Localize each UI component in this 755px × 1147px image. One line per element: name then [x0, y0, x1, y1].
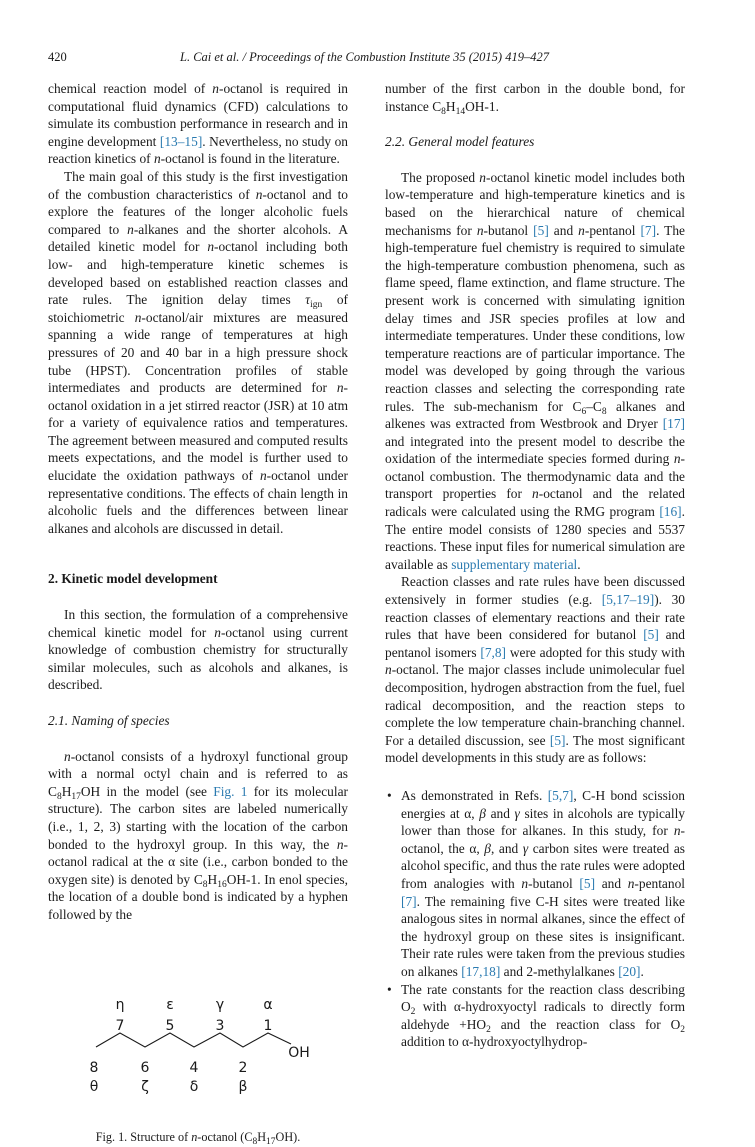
carbon-number-3: 3 [215, 1017, 225, 1034]
list-item: • As demonstrated in Refs. [5,7], C-H bond scission energies at α, β and γ sites in alcohols are typically lower than those for alkanes. In this study, for n-octanol, the α, β, and γ carbon sites were treated as alcohol specific, and thus the rate rules were adopted from analogies with n-butanol [5] and n-pentanol [7]. The remaining five C-H sites were treated like analogous sites in normal alkanes, since the effect of the hydroxyl group on these sites is insignificant. Their rate rules were taken from the previous studies on alkanes [17,18] and 2-methylalkanes [20]. [387, 787, 685, 979]
citation-link[interactable]: [5,7] [547, 787, 574, 803]
carbon-chain-bonds [96, 1033, 291, 1047]
bullet-icon: • [387, 787, 392, 803]
citation-link[interactable]: [5] [643, 627, 659, 643]
molecule-figure [48, 944, 348, 1129]
citation-link[interactable]: [5] [549, 732, 566, 748]
carbon-number-8: 8 [89, 1059, 99, 1076]
citation-link[interactable]: [17] [662, 416, 685, 432]
greek-label-gamma: γ [215, 996, 225, 1013]
paragraph: n-octanol consists of a hydroxyl functional group with a normal octyl chain and is referred to as $C_8H_{17}OH$ in the model (see Fig. 1 for its molecular structure). The carbon sites are labeled numerically (i.e., 1, 2, 3) starting with the location of the carbon bonded to the hydroxyl group. In this way, the n-octanol radical at the α site (i.e., carbon bonded to the oxygen site) is denoted by $C_8H_{16}OH-1$. In enol species, the location of a double bond is indicated by a hyphen followed by the [48, 748, 348, 922]
greek-label-eta: η [115, 996, 125, 1013]
citation-link[interactable]: [5,17–19] [601, 592, 655, 608]
octanol-structure-diagram [48, 944, 348, 1129]
hydroxyl-label: OH [288, 1044, 310, 1061]
citation-link[interactable]: [17,18] [461, 963, 501, 979]
carbon-number-5: 5 [165, 1017, 175, 1034]
paragraph: chemical reaction model of n-octanol is required in computational fluid dynamics (CFD) calculations to simulate its combustion performance in research and in engine development [13–15]. Nevertheless, no study on reaction kinetics of n-octanol is found in the literature. [48, 81, 348, 167]
carbon-number-1: 1 [263, 1017, 273, 1034]
bullet-list [385, 787, 685, 1051]
figure-caption: Fig. 1. Structure of n-octanol $(C_8H_{17}OH)$. [95, 1129, 301, 1147]
page-number: 420 [48, 50, 67, 64]
subsection-title: 2.2. General model features [385, 134, 535, 150]
bullet-icon: • [387, 981, 392, 997]
greek-label-delta: δ [189, 1078, 199, 1095]
greek-label-zeta: ζ [141, 1078, 149, 1095]
citation-link[interactable]: [5] [533, 222, 549, 238]
carbon-number-7: 7 [115, 1017, 125, 1034]
paragraph: Reaction classes and rate rules have been discussed extensively in former studies (e.g. [5,17–19]). 30 reaction classes of elementary reactions and their rate rules that have been considered for butanol [5] and pentanol isomers [7,8] were adopted for this study with n-octanol. The major classes include unimolecular fuel decomposition, hydrogen abstraction from the fuel, fuel radical decomposition, and the reaction steps to complete the low temperature chain-branching channel. For a detailed discussion, see [5]. The most significant model developments in this study are as follows: [385, 574, 686, 766]
supplementary-material-link[interactable]: supplementary material [451, 556, 578, 572]
greek-label-beta: β [238, 1078, 248, 1095]
carbon-number-4: 4 [189, 1059, 199, 1076]
paragraph: The proposed n-octanol kinetic model includes both low-temperature and high-temperature kinetics and is based on the hierarchical nature of chemical mechanisms for n-butanol [5] and n-pentanol [7]. The high-temperature fuel chemistry is required to simulate the high-temperature combustion phenomena, such as flame speed, flame extinction, and flame structure. The present work is concerned with simulating ignition delay times and JSR species profiles at low and intermediate temperatures. Under these conditions, low temperature reactions are of particular importance. The model was developed by going through the various reaction classes and selecting the corresponding rate rules. The sub-mechanism for $C_6-C_8$ alkanes and alkenes was extracted from Westbrook and Dryer [17] and integrated into the present model to describe the oxidation of the intermediate species formed during n-octanol combustion. The thermodynamic data and the transport properties for n-octanol and the related radicals were calculated using the RMG program [16]. The entire model consists of 1280 species and 5537 reactions. These input files for numerical simulation are available as supplementary material. [385, 169, 686, 572]
citation-link[interactable]: [7,8] [480, 644, 507, 660]
citation-link[interactable]: [7] [640, 222, 657, 238]
greek-label-alpha: α [263, 996, 273, 1013]
citation-link[interactable]: [5] [579, 875, 596, 891]
figure-link[interactable]: Fig. 1 [213, 783, 248, 799]
page-header [48, 50, 685, 68]
citation-link[interactable]: [13–15] [159, 133, 203, 149]
citation-link[interactable]: [20] [618, 963, 641, 979]
paragraph: number of the first carbon in the double bond, for instance $C_8H_{14}OH-1$. [385, 81, 685, 117]
paragraph: The main goal of this study is the first investigation of the combustion characteristics of n-octanol and to explore the features of the longer alcoholic fuels compared to n-alkanes and the shorter alcohols. A detailed kinetic model for n-octanol including both low- and high-temperature kinetic schemes is developed based on established reaction classes and rate rules. The ignition delay times $\tau_{ign}$ of stoichiometric n-octanol/air mixtures are measured spanning a wide range of temperatures at high pressures of 20 and 40 bar in a high pressure shock tube (HPST). Concentration profiles of stable intermediates and products are determined for n-octanol oxidation in a jet stirred reactor (JSR) at 10 atm for a variety of equivalence ratios and temperatures. The agreement between measured and computed results meets expectations, and the model is further used to elucidate the oxidation pathways of n-octanol under representative conditions. The effects of chain length in alcoholic fuels and the differences between linear alkanes and alcohols are discussed in detail. [48, 168, 348, 536]
citation-link[interactable]: [16] [659, 504, 682, 520]
section-title: 2. Kinetic model development [48, 571, 218, 587]
right-column [385, 80, 685, 1051]
citation-link[interactable]: [7] [401, 893, 417, 909]
running-title: L. Cai et al. / Proceedings of the Combustion Institute 35 (2015) 419–427 [180, 50, 549, 64]
subsection-title: 2.1. Naming of species [48, 713, 170, 728]
paragraph: In this section, the formulation of a comprehensive chemical kinetic model for n-octanol using current knowledge of combustion chemistry for structurally similar molecules, such as alcohols and alkanes, is described. [48, 607, 348, 693]
greek-label-epsilon: ε [166, 996, 174, 1013]
greek-label-theta: θ [89, 1078, 99, 1095]
left-column [48, 80, 348, 1146]
carbon-number-6: 6 [140, 1059, 150, 1076]
list-item: • The rate constants for the reaction class describing $O_2$ with α-hydroxyoctyl radicals to directly form aldehyde $+HO_2$ and the reaction class for $O_2$ addition to α-hydroxyoctylhydrop- [387, 981, 685, 1050]
carbon-number-2: 2 [238, 1059, 248, 1076]
